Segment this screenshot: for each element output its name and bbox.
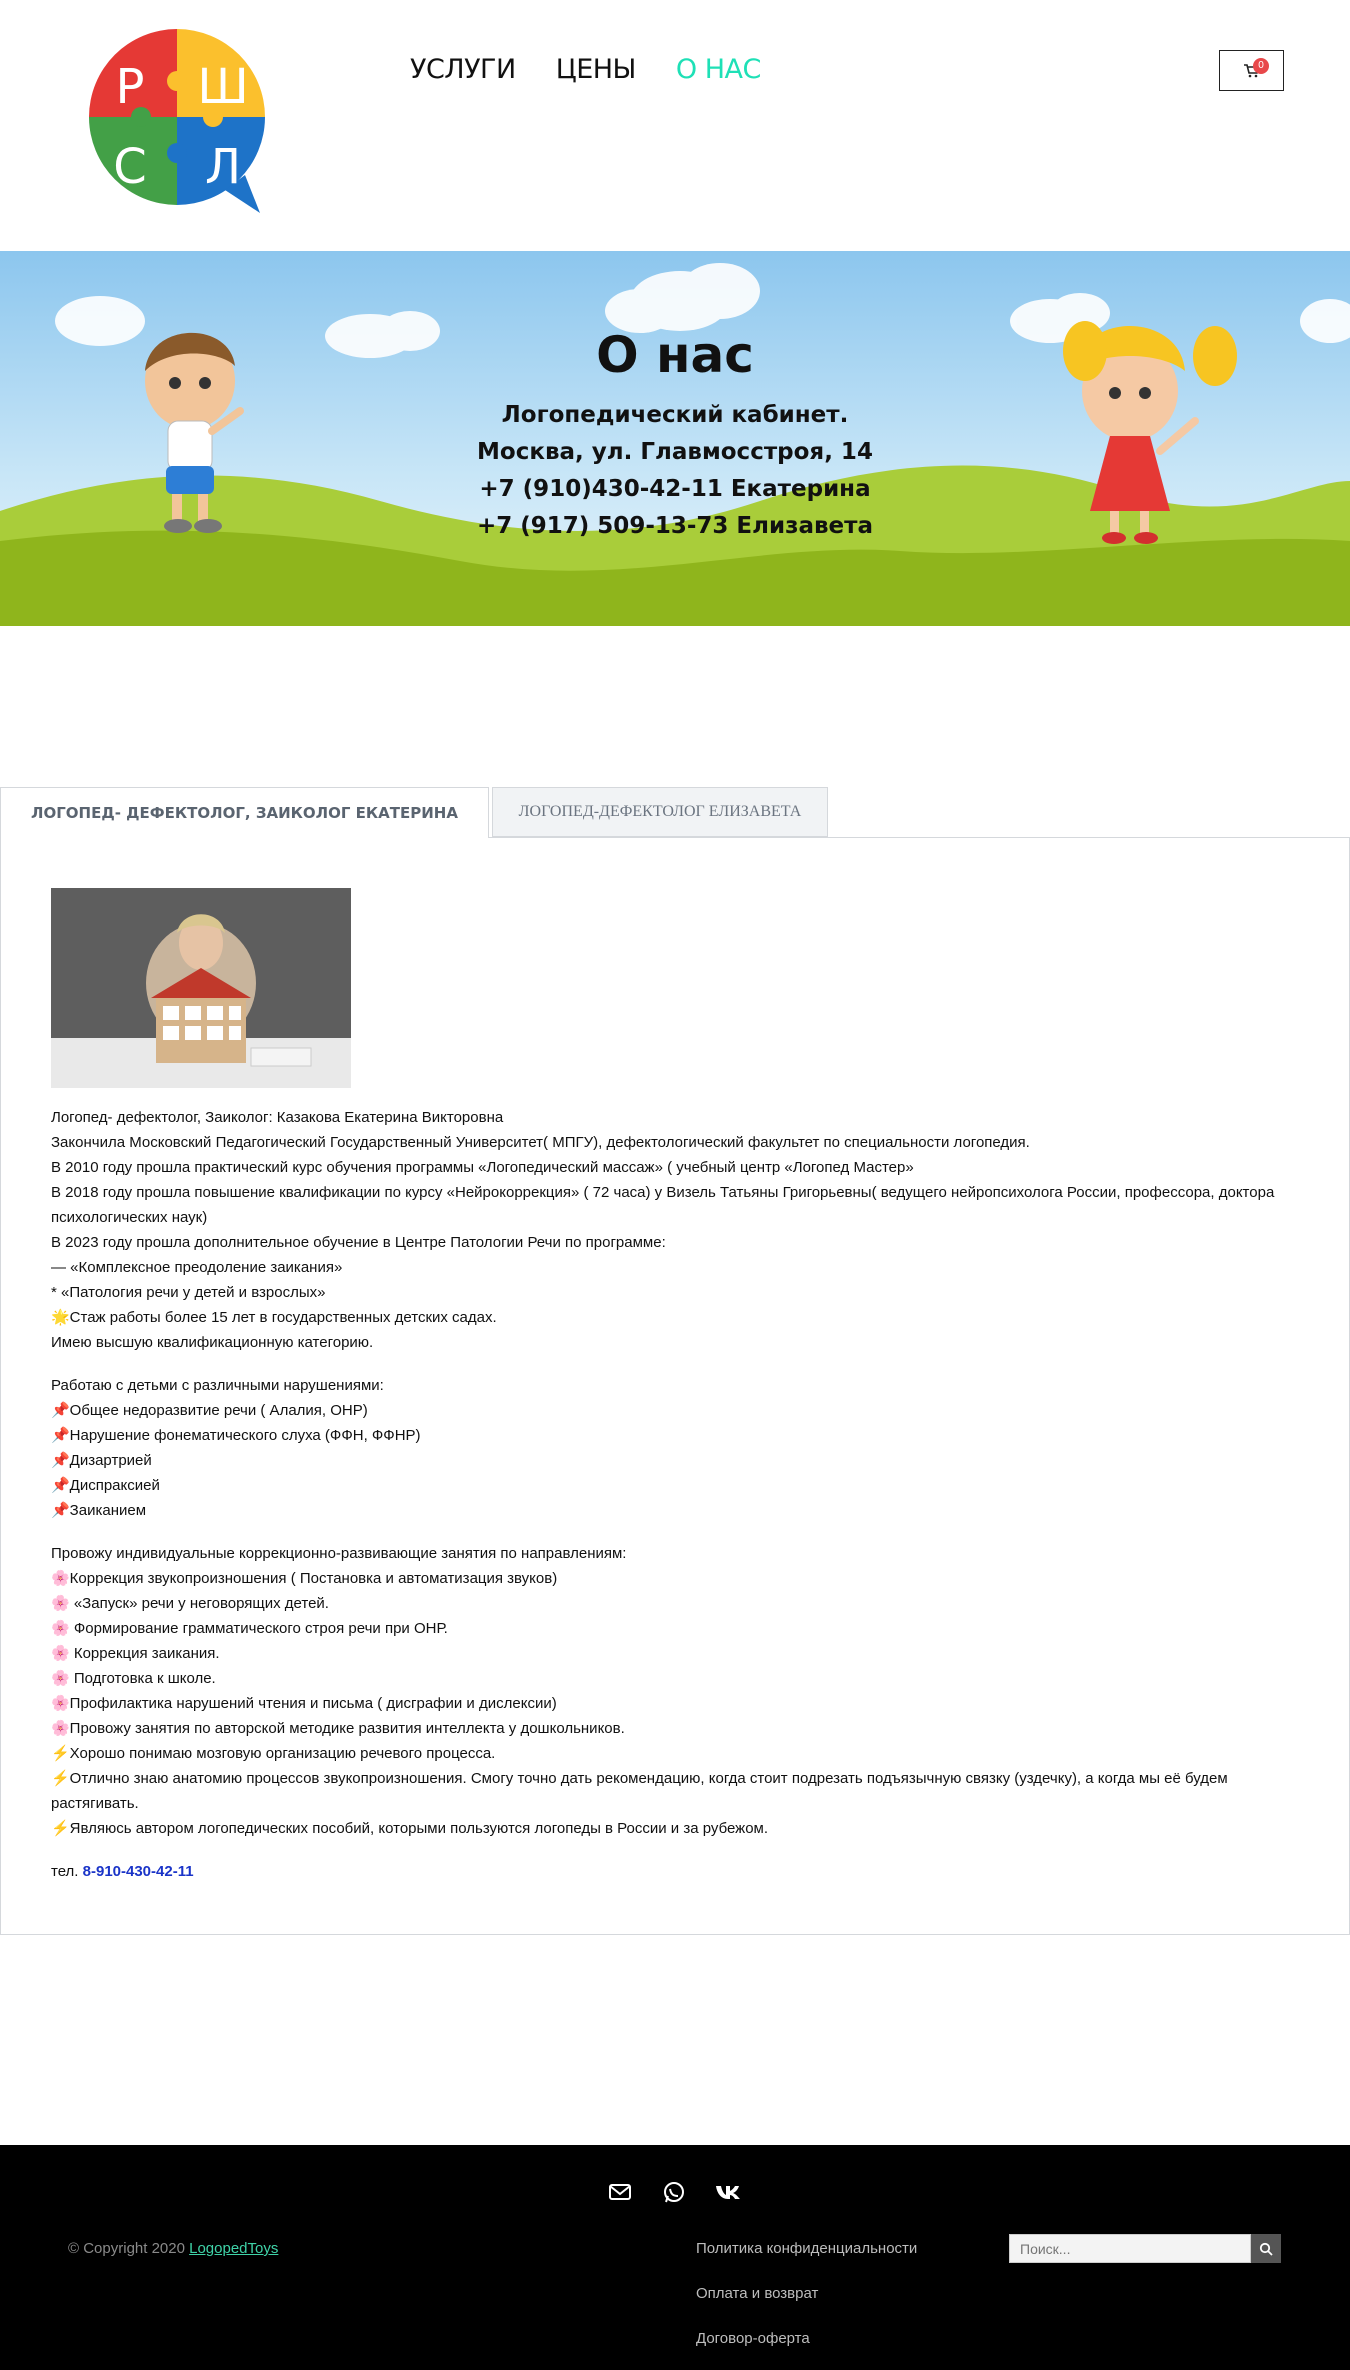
tab-ekaterina[interactable]: ЛОГОПЕД- ДЕФЕКТОЛОГ, ЗАИКОЛОГ ЕКАТЕРИНА — [0, 787, 489, 838]
disorders-line: 📌Общее недоразвитие речи ( Алалия, ОНР) — [51, 1402, 368, 1419]
bio-line: Логопед- дефектолог, Заиколог: Казакова Екатерина Викторовна — [51, 1109, 504, 1126]
vk-icon[interactable] — [713, 2177, 743, 2207]
nav-about[interactable]: О НАС — [675, 54, 761, 85]
main-nav — [410, 54, 761, 85]
disorders-line: 📌Нарушение фонематического слуха (ФФН, ФФНР) — [51, 1427, 421, 1444]
bio-line: В 2023 году прошла дополнительное обучение в Центре Патологии Речи по программе: — [51, 1234, 666, 1251]
contact-paragraph — [51, 1859, 1301, 1884]
search-icon — [1259, 2242, 1273, 2256]
footer-links — [696, 2240, 917, 2370]
brand-link[interactable]: LogopedToys — [189, 2240, 279, 2257]
bio-line: Имею высшую квалификационную категорию. — [51, 1334, 374, 1351]
copyright-text: © Copyright 2020 — [68, 2240, 185, 2257]
hero-phone-2: +7 (917) 509-13-73 Елизавета — [476, 513, 873, 539]
privacy-policy-link[interactable]: Политика конфиденциальности — [696, 2240, 918, 2257]
bio-paragraph — [51, 1105, 1301, 1355]
bio-line: — «Комплексное преодоление заикания» — [51, 1259, 343, 1276]
disorders-line: 📌Дизартрией — [51, 1452, 152, 1469]
bio-line: 🌟Стаж работы более 15 лет в государственных детских садах. — [51, 1309, 497, 1326]
cart-button[interactable] — [1219, 50, 1284, 91]
search-button[interactable] — [1251, 2234, 1281, 2263]
hero-address: Москва, ул. Главмосстроя, 14 — [477, 439, 873, 465]
copyright — [68, 2240, 278, 2257]
directions-line: 🌸Коррекция звукопроизношения ( Постановка и автоматизация звуков) — [51, 1570, 558, 1587]
bio-line: * «Патология речи у детей и взрослых» — [51, 1284, 326, 1301]
bio-line: Закончила Московский Педагогический Государственный Университет( МПГУ), дефектологический факультет по специальности логопедия. — [51, 1134, 1030, 1151]
hero-banner — [0, 251, 1350, 626]
tab-elizaveta[interactable]: ЛОГОПЕД-ДЕФЕКТОЛОГ ЕЛИЗАВЕТА — [492, 787, 828, 837]
site-header — [0, 0, 1350, 250]
directions-line: Провожу индивидуальные коррекционно-развивающие занятия по направлениям: — [51, 1545, 627, 1562]
social-links — [605, 2177, 743, 2207]
directions-line: 🌸Провожу занятия по авторской методике развития интеллекта у дошкольников. — [51, 1720, 625, 1737]
disorders-line: 📌Диспраксией — [51, 1477, 160, 1494]
cart-count-badge: 0 — [1253, 58, 1269, 74]
nav-services[interactable]: УСЛУГИ — [410, 54, 516, 85]
site-footer — [0, 2145, 1350, 2370]
directions-line: ⚡Отлично знаю анатомию процессов звукопроизношения. Смогу точно дать рекомендацию, когда стоит подрезать подъязычную связку (уздечку), а когда мы её будем растягивать. — [51, 1770, 1228, 1812]
disorders-paragraph — [51, 1373, 1301, 1523]
offer-contract-link[interactable]: Договор-оферта — [696, 2330, 810, 2347]
email-icon[interactable] — [605, 2177, 635, 2207]
payment-refund-link[interactable]: Оплата и возврат — [696, 2285, 819, 2302]
logo-letter: С — [113, 139, 147, 195]
specialist-description — [51, 1105, 1301, 1902]
directions-line: 🌸 Формирование грамматического строя речи при ОНР. — [51, 1620, 448, 1637]
phone-link[interactable]: 8-910-430-42-11 — [82, 1863, 194, 1880]
directions-line: 🌸 Подготовка к школе. — [51, 1670, 216, 1687]
specialist-photo — [51, 888, 351, 1088]
directions-line: 🌸 «Запуск» речи у неговорящих детей. — [51, 1595, 329, 1612]
logo-letter: Ш — [197, 59, 249, 115]
directions-line: ⚡Являюсь автором логопедических пособий, которыми пользуются логопеды в России и за рубежом. — [51, 1820, 769, 1837]
hero-subtitle: Логопедический кабинет. — [501, 402, 849, 428]
directions-line: 🌸Профилактика нарушений чтения и письма ( дисграфии и дислексии) — [51, 1695, 557, 1712]
whatsapp-icon[interactable] — [659, 2177, 689, 2207]
page-title: О нас — [596, 326, 754, 384]
search-input[interactable] — [1009, 2234, 1251, 2263]
nav-prices[interactable]: ЦЕНЫ — [555, 54, 636, 85]
directions-paragraph — [51, 1541, 1301, 1841]
hero-phone-1: +7 (910)430-42-11 Екатерина — [479, 476, 871, 502]
logo[interactable] — [85, 25, 275, 217]
disorders-line: 📌Заиканием — [51, 1502, 147, 1519]
bio-line: В 2018 году прошла повышение квалификации по курсу «Нейрокоррекция» ( 72 часа) у Визель Татьяны Григорьевны( ведущего нейропсихолога России, профессора, доктора психологических наук) — [51, 1184, 1275, 1226]
footer-search — [1009, 2234, 1281, 2263]
hero-text — [0, 325, 1350, 545]
logo-letter: Л — [204, 139, 242, 195]
phone-prefix: тел. — [51, 1863, 79, 1880]
logo-letter: Р — [115, 59, 145, 115]
bio-line: В 2010 году прошла практический курс обучения программы «Логопедический массаж» ( учебный центр «Логопед Мастер» — [51, 1159, 914, 1176]
disorders-line: Работаю с детьми с различными нарушениями: — [51, 1377, 384, 1394]
directions-line: ⚡Хорошо понимаю мозговую организацию речевого процесса. — [51, 1745, 496, 1762]
specialist-tabs — [0, 787, 1350, 837]
directions-line: 🌸 Коррекция заикания. — [51, 1645, 220, 1662]
